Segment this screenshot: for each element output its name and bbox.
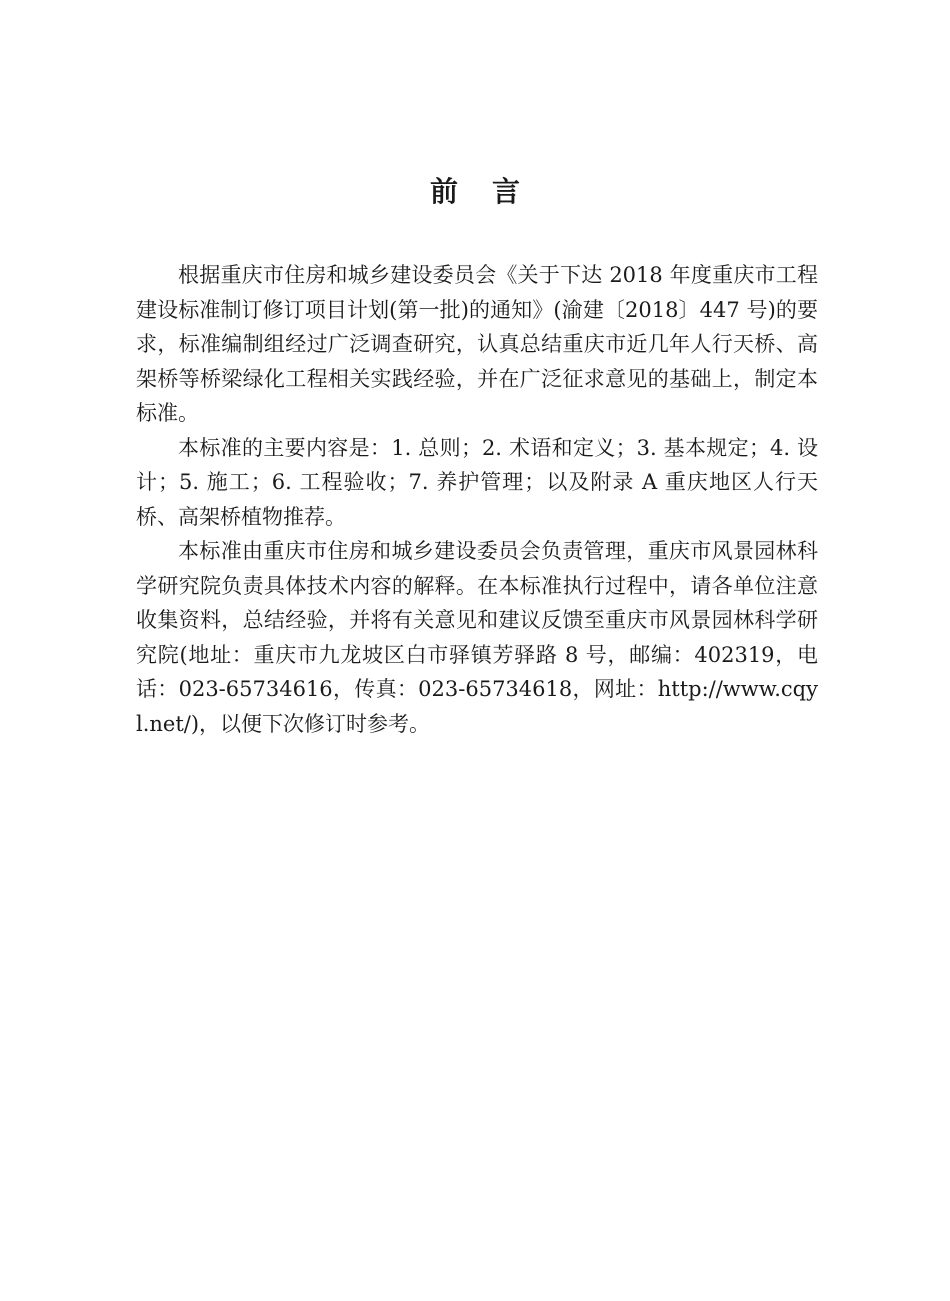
paragraph-contents: 本标准的主要内容是：1. 总则；2. 术语和定义；3. 基本规定；4. 设计；5. 施工；6. 工程验收；7. 养护管理；以及附录 A 重庆地区人行天桥、高架桥植物推荐。 (136, 435, 818, 529)
page-title: 前言 (429, 175, 554, 208)
document-body (136, 258, 818, 741)
paragraph-management: 本标准由重庆市住房和城乡建设委员会负责管理，重庆市风景园林科学研究院负责具体技术内容的解释。在本标准执行过程中，请各单位注意收集资料，总结经验，并将有关意见和建议反馈至重庆市风景园林科学研究院(地址：重庆市九龙坡区白市驿镇芳驿路 8 号，邮编：402319，电话：023-65734616，传真：023-65734618，网址：http://www.cqyl.net/)，以便下次修订时参考。 (136, 539, 818, 736)
paragraph-background: 根据重庆市住房和城乡建设委员会《关于下达 2018 年度重庆市工程建设标准制订修订项目计划(第一批)的通知》(渝建〔2018〕447 号)的要求，标准编制组经过广泛调查研究，认真总结重庆市近几年人行天桥、高架桥等桥梁绿化工程相关实践经验，并在广泛征求意见的基础上，制定本标准。 (136, 263, 818, 425)
